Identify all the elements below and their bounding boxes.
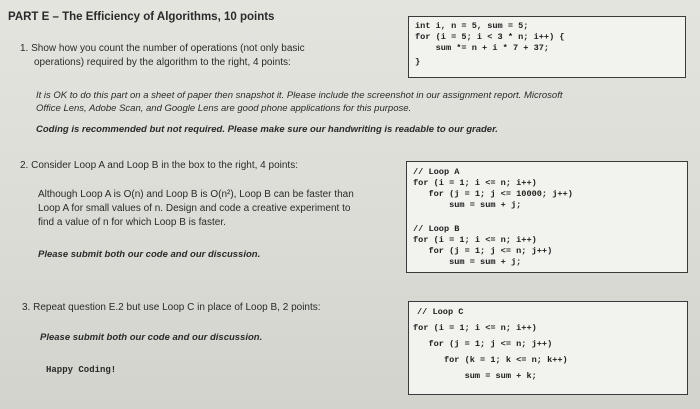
loop-c-line: // Loop C	[417, 307, 464, 317]
loop-c-line: for (k = 1; k <= n; k++)	[413, 355, 568, 365]
loop-c-line: for (j = 1; j <= n; j++)	[413, 339, 553, 349]
loop-a-line: for (j = 1; j <= 10000; j++)	[413, 189, 573, 199]
loop-c-line: for (i = 1; i <= n; i++)	[413, 323, 537, 333]
part-title: PART E – The Efficiency of Algorithms, 10 points	[8, 11, 275, 23]
q1-line1: 1. Show how you count the number of operations (not only basic	[20, 43, 305, 54]
loop-a-line: for (i = 1; i <= n; i++)	[413, 178, 537, 188]
loop-b-line: for (i = 1; i <= n; i++)	[413, 235, 537, 245]
note-line1: It is OK to do this part on a sheet of paper then snapshot it. Please include the screenshot in our assignment report. Microsoft	[36, 90, 563, 101]
q3-line1: 3. Repeat question E.2 but use Loop C in place of Loop B, 2 points:	[22, 302, 321, 313]
q2-code-box	[406, 161, 688, 273]
loop-b-line: for (j = 1; j <= n; j++)	[413, 246, 553, 256]
q1-code-line: for (i = 5; i < 3 * n; i++) {	[415, 32, 565, 42]
note-line2: Office Lens, Adobe Scan, and Google Lens are good phone applications for this purpose.	[36, 103, 412, 114]
happy-coding: Happy Coding!	[46, 365, 117, 375]
loop-b-line: sum = sum + j;	[413, 257, 522, 267]
q1-code-box	[408, 16, 686, 78]
q2-submit-note: Please submit both our code and our discussion.	[38, 249, 261, 260]
q2-desc2: Loop A for small values of n. Design and code a creative experiment to	[38, 203, 351, 214]
note-line3: Coding is recommended but not required. Please make sure our handwriting is readable to our grader.	[36, 124, 498, 135]
q2-desc3: find a value of n for which Loop B is faster.	[38, 217, 226, 228]
loop-a-line: // Loop A	[413, 167, 460, 177]
q1-code-line: int i, n = 5, sum = 5;	[415, 21, 529, 31]
q2-line1: 2. Consider Loop A and Loop B in the box to the right, 4 points:	[20, 160, 298, 171]
loop-c-line: sum = sum + k;	[413, 371, 537, 381]
q2-desc1: Although Loop A is O(n) and Loop B is O(n²), Loop B can be faster than	[38, 189, 354, 200]
loop-b-line: // Loop B	[413, 224, 460, 234]
loop-a-line: sum = sum + j;	[413, 200, 522, 210]
q1-code-line: }	[415, 57, 421, 67]
q1-line2: operations) required by the algorithm to the right, 4 points:	[34, 57, 291, 68]
q1-code-line: sum *= n + i * 7 + 37;	[415, 43, 550, 53]
q3-code-box	[408, 301, 688, 395]
q3-submit-note: Please submit both our code and our discussion.	[40, 332, 263, 343]
